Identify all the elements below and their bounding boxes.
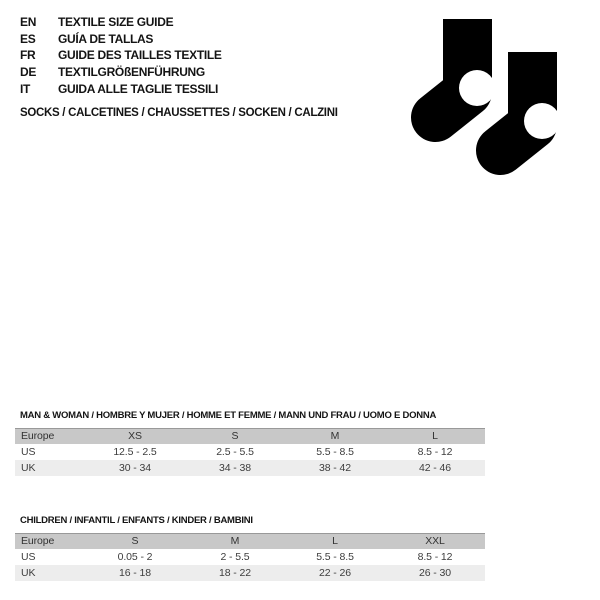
cell: 0.05 - 2 xyxy=(117,551,153,563)
table-row xyxy=(15,460,485,476)
header-cell: S xyxy=(231,430,239,442)
cell: 22 - 26 xyxy=(319,567,351,579)
header-cell: M xyxy=(330,430,340,442)
row-label: UK xyxy=(21,462,36,474)
socks-icon xyxy=(395,10,565,185)
guide-title: TEXTILGRÖßENFÜHRUNG xyxy=(58,65,205,80)
language-row xyxy=(20,47,222,64)
cell: 18 - 22 xyxy=(219,567,251,579)
cell: 42 - 46 xyxy=(419,462,451,474)
cell: 30 - 34 xyxy=(119,462,151,474)
cell: 2.5 - 5.5 xyxy=(216,446,254,458)
table-title: CHILDREN / INFANTIL / ENFANTS / KINDER / BAMBINI xyxy=(20,515,253,526)
table-row xyxy=(15,565,485,581)
guide-title: GUÍA DE TALLAS xyxy=(58,31,154,46)
cell: 5.5 - 8.5 xyxy=(316,551,354,563)
cell: 34 - 38 xyxy=(219,462,251,474)
row-label: US xyxy=(21,446,36,458)
category-title: SOCKS / CALCETINES / CHAUSSETTES / SOCKEN / CALZINI xyxy=(20,107,338,119)
language-code: EN xyxy=(20,15,37,30)
header-cell: M xyxy=(230,535,240,547)
table-header-row xyxy=(15,428,485,444)
header-cell: L xyxy=(332,535,338,547)
language-code: FR xyxy=(20,48,36,63)
size-table-children xyxy=(15,515,485,581)
language-row xyxy=(20,14,222,31)
table-row xyxy=(15,549,485,565)
language-code: IT xyxy=(20,81,31,96)
cell: 2 - 5.5 xyxy=(220,551,250,563)
cell: 5.5 - 8.5 xyxy=(316,446,354,458)
language-row xyxy=(20,31,222,48)
guide-title: GUIDE DES TAILLES TEXTILE xyxy=(58,48,222,63)
language-list xyxy=(20,14,222,97)
cell: 16 - 18 xyxy=(119,567,151,579)
cell: 8.5 - 12 xyxy=(417,446,453,458)
header-cell: Europe xyxy=(21,430,55,442)
size-table-man-woman xyxy=(15,410,485,476)
table-header-row xyxy=(15,533,485,549)
language-row xyxy=(20,80,222,97)
cell: 12.5 - 2.5 xyxy=(113,446,157,458)
header-cell: XS xyxy=(128,430,142,442)
table-row xyxy=(15,444,485,460)
cell: 26 - 30 xyxy=(419,567,451,579)
cell: 38 - 42 xyxy=(319,462,351,474)
header-cell: L xyxy=(432,430,438,442)
header-cell: XXL xyxy=(425,535,445,547)
table-title: MAN & WOMAN / HOMBRE Y MUJER / HOMME ET FEMME / MANN UND FRAU / UOMO E DONNA xyxy=(20,410,437,421)
header-cell: S xyxy=(131,535,139,547)
row-label: US xyxy=(21,551,36,563)
cell: 8.5 - 12 xyxy=(417,551,453,563)
row-label: UK xyxy=(21,567,36,579)
language-row xyxy=(20,64,222,81)
language-code: ES xyxy=(20,31,36,46)
language-code: DE xyxy=(20,65,37,80)
guide-title: GUIDA ALLE TAGLIE TESSILI xyxy=(58,81,219,96)
guide-title: TEXTILE SIZE GUIDE xyxy=(58,15,174,30)
header-cell: Europe xyxy=(21,535,55,547)
